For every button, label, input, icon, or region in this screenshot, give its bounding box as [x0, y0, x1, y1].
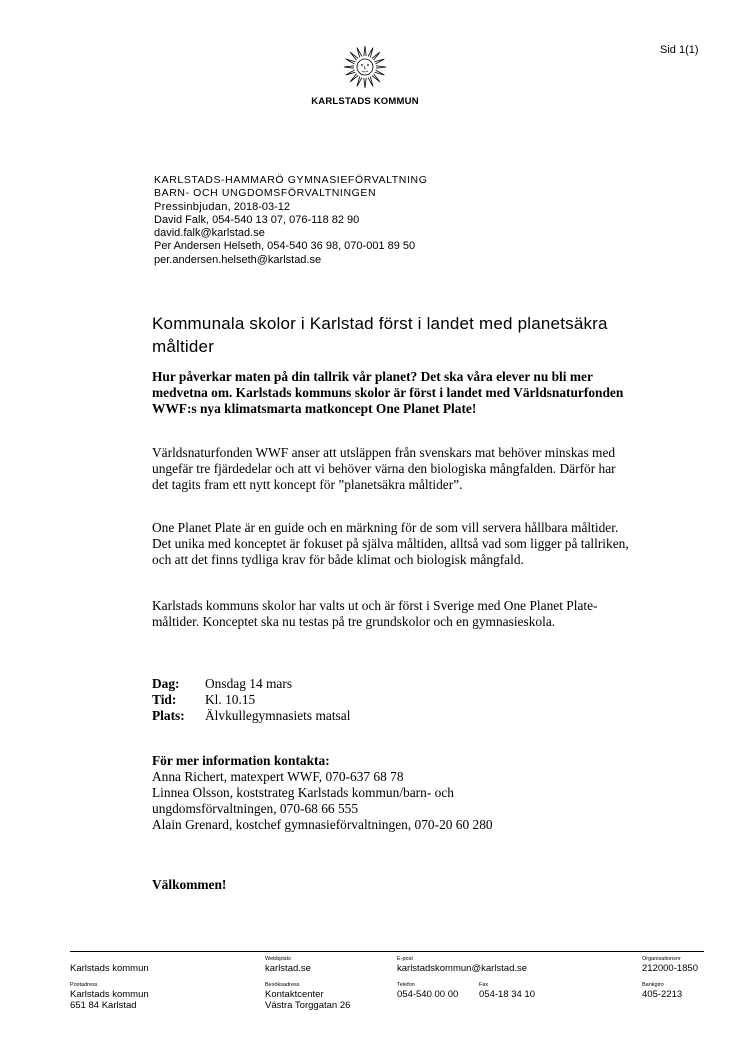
contact-line: ungdomsförvaltningen, 070-68 66 555 [152, 801, 359, 816]
detail-row-place [152, 708, 350, 724]
contact-line: Alain Grenard, kostchef gymnasieförvaltningen, 070-20 60 280 [152, 817, 493, 832]
footer-phone [397, 982, 458, 1000]
event-details [152, 676, 350, 724]
footer-phone-value: 054-540 00 00 [397, 989, 459, 1000]
sender-contact2: Per Andersen Helseth, 054-540 36 98, 070-001 89 50 [154, 240, 416, 253]
sender-email1: david.falk@karlstad.se [154, 227, 265, 240]
footer-org-label: Organisationsnr [642, 956, 681, 962]
footer-fax-value: 054-18 34 10 [479, 989, 535, 1000]
detail-label: Plats: [152, 708, 185, 723]
footer-bank [642, 982, 682, 1000]
contact-line: Linnea Olsson, koststrateg Karlstads kommun/barn- och [152, 785, 454, 800]
detail-value: Älvkullegymnasiets matsal [205, 708, 351, 723]
footer-fax [479, 982, 535, 1000]
contacts-heading: För mer information kontakta: [152, 753, 330, 768]
footer-visit [265, 982, 350, 1011]
doc-date: , 2018-03-12 [227, 200, 291, 213]
footer-visit-line2: Västra Torggatan 26 [265, 1000, 351, 1011]
detail-row-time [152, 692, 350, 708]
sender-block [154, 174, 427, 267]
sender-dateline [154, 201, 427, 214]
footer-bank-value: 405-2213 [642, 989, 683, 1000]
sender-email2: per.andersen.helseth@karlstad.se [154, 253, 322, 266]
footer-divider [70, 951, 704, 952]
footer-email-value: karlstadskommun@karlstad.se [397, 963, 528, 974]
body-paragraph-1: Världsnaturfonden WWF anser att utsläppen från svenskars mat behöver minskas med ungefär tre fjärdedelar och att vi behöver värna den biologiska mångfalden. Därför har det tagits fram ett nytt koncept för ”planetsäkra måltider”. [152, 445, 616, 492]
footer-web-label: Webbplats [265, 956, 291, 962]
detail-label: Dag: [152, 676, 180, 691]
welcome-text: Välkommen! [152, 877, 227, 892]
footer-email [397, 956, 527, 974]
sender-org1: KARLSTADS-HAMMARÖ GYMNASIEFÖRVALTNING [154, 174, 428, 186]
contact-line: Anna Richert, matexpert WWF, 070-637 68 78 [152, 769, 404, 784]
footer-org [642, 956, 698, 974]
body-paragraph-2: One Planet Plate är en guide och en märkning för de som vill servera hållbara måltider. Det unika med konceptet är fokuset på själva måltiden, alltså vad som ligger på tallriken, och att det finns tydliga krav för både klimat och biologisk mångfald. [152, 520, 629, 567]
detail-value: Kl. 10.15 [205, 692, 256, 707]
footer-post-label: Postadress [70, 982, 98, 988]
detail-row-day [152, 676, 350, 692]
lead-paragraph: Hur påverkar maten på din tallrik vår planet? Det ska våra elever nu bli mer medvetna om. Karlstads kommuns skolor är först i landet med Världsnaturfonden WWF:s nya klimatsmarta matkoncept One Planet Plate! [152, 369, 624, 416]
footer-bank-label: Bankgiro [642, 982, 664, 988]
sender-contact1: David Falk, 054-540 13 07, 076-118 82 90 [154, 213, 360, 226]
doc-type: Pressinbjudan [154, 200, 228, 213]
body-paragraph-3: Karlstads kommuns skolor har valts ut och är först i Sverige med One Planet Plate-måltider. Konceptet ska nu testas på tre grundskolor och en gymnasieskola. [152, 598, 598, 629]
logo [292, 44, 438, 107]
footer-phone-label: Telefon [397, 982, 415, 988]
footer-fax-label: Fax [479, 982, 489, 988]
detail-value: Onsdag 14 mars [205, 676, 293, 691]
footer-org-value: 212000-1850 [642, 963, 698, 974]
footer-post [70, 982, 149, 1011]
page-number: Sid 1(1) [660, 44, 699, 56]
contacts-block [152, 753, 632, 833]
footer-visit-line1: Kontaktcenter [265, 989, 324, 1000]
footer-name: Karlstads kommun [70, 963, 149, 974]
footer-web [265, 956, 311, 974]
footer-post-line1: Karlstads kommun [70, 989, 149, 1000]
footer-web-value: karlstad.se [265, 963, 311, 974]
detail-label: Tid: [152, 692, 177, 707]
logo-name: KARLSTADS KOMMUN [311, 96, 419, 107]
sun-icon [342, 44, 388, 90]
footer-email-label: E-post [397, 956, 413, 962]
footer-visit-label: Besöksadress [265, 982, 300, 988]
sender-org2: BARN- OCH UNGDOMSFÖRVALTNINGEN [154, 187, 377, 200]
headline: Kommunala skolor i Karlstad först i landet med planetsäkra måltider [152, 314, 608, 356]
footer-post-line2: 651 84 Karlstad [70, 1000, 137, 1011]
